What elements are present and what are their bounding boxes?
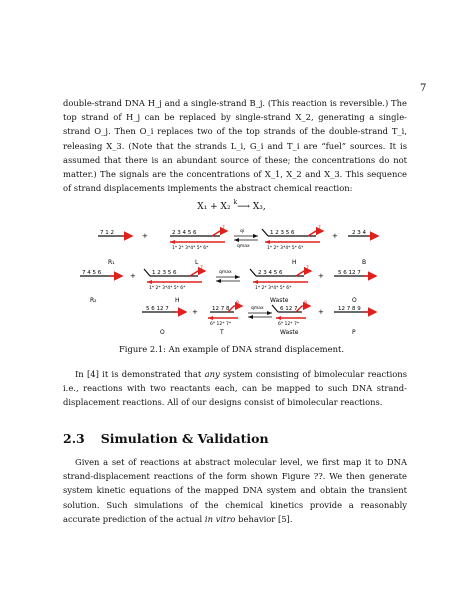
page-number: 7	[420, 83, 427, 94]
paragraph-2-text-a: In [4] it is demonstrated that	[75, 369, 205, 379]
row-2	[80, 265, 376, 304]
l-bottom-label: 1* 2* 3*4* 5* 6*	[172, 246, 209, 251]
w3-seven: 8	[304, 301, 307, 306]
b-top-label: 2 3 4	[352, 230, 366, 236]
t-top2: 9	[236, 301, 239, 306]
w3-top-label: 6 12 7	[280, 306, 298, 312]
equation-arrow: $^k$⟶	[233, 199, 253, 212]
label-waste-2: Waste	[280, 329, 299, 336]
o-top-label: 5 6 12 7	[338, 270, 361, 276]
plus-1: +	[142, 232, 148, 240]
label-o-2: O	[160, 329, 165, 336]
paragraph-3-text-a: Given a set of reactions at abstract molecular level, we first map it to DNA strand-displacement reactions of the form shown Figure ??. We then generate system kinetic equations of the mapped DNA system and obtain the transient solution. Such simulations of the chemical kinetics provide a reasonably accurate prediction of the actual	[63, 457, 407, 524]
row-3	[142, 300, 376, 336]
qmax-label-1: qmax	[237, 244, 250, 249]
l-top-hook	[212, 231, 227, 236]
label-h: H	[292, 259, 297, 266]
label-h2: H	[175, 297, 180, 304]
l-top-label: 2 3 4 5 6	[172, 230, 197, 236]
section-heading	[63, 431, 269, 446]
qmax-label-3: qmax	[251, 306, 264, 311]
plus-3: +	[130, 272, 136, 280]
section-title: Simulation & Validation	[100, 431, 269, 446]
h2-seven: 7	[200, 266, 203, 271]
equation-left: X₁ + X₂	[197, 202, 231, 212]
plus-2: +	[332, 232, 338, 240]
label-p: P	[352, 329, 356, 336]
reaction-equation	[0, 199, 463, 212]
w3-bottom-label: 6* 12* 7*	[278, 322, 300, 327]
l-bottom-arrow	[170, 240, 175, 244]
paragraph-2-emphasis: any	[204, 369, 220, 379]
w2-top-label: 2 3 4 5 6	[258, 270, 283, 276]
label-waste-1: Waste	[270, 297, 289, 304]
paragraph-2	[63, 367, 407, 410]
plus-4: +	[318, 272, 324, 280]
figure-caption: Figure 2.1: An example of DNA strand displacement.	[118, 344, 345, 354]
r1-strand-label: 7 1 2	[100, 230, 114, 236]
paragraph-3-emphasis: in vitro	[204, 513, 236, 524]
p-top-label: 12 7 8 9	[338, 306, 361, 312]
paragraph-3-text-b: behavior [5].	[235, 513, 293, 524]
row-1	[98, 225, 378, 266]
l-seven: 7	[222, 226, 225, 231]
qmax-label-2: qmax	[219, 270, 232, 275]
plus-6: +	[318, 308, 324, 316]
h-bottom-label: 1* 2* 3*4* 5* 6*	[267, 246, 304, 251]
h-top-label: 1 2 3 5 6	[270, 230, 295, 236]
w2-seven: 7	[306, 266, 309, 271]
paragraph-2-text-b: system consisting of bimolecular reactions i.e., reactions with two reactants each, can be mapped to such DNA strand-displacement reactions. All of our designs consist of bimolecular reactions.	[63, 369, 407, 408]
h-seven: 7	[318, 226, 321, 231]
t-bottom-label: 6* 12* 7*	[210, 322, 232, 327]
label-r2: R₂	[90, 297, 97, 304]
section-number: 2.3	[63, 431, 85, 446]
qi-label: qi	[240, 229, 245, 234]
strand-displacement-figure	[80, 220, 400, 338]
label-b: B	[362, 259, 367, 266]
equation-rate: k	[233, 199, 238, 206]
label-t: T	[220, 329, 224, 336]
h2-top-label: 1 2 3 5 6	[152, 270, 177, 276]
label-o-1: O	[352, 297, 357, 304]
paragraph-1: double-strand DNA H_j and a single-strand B_j. (This reaction is reversible.) The top strand of H_j can be replaced by single-strand X_2, generating a single-strand O_j. Then O_i replaces two of the top strands of the double-strand T_i, releasing X_3. (Note that the strands L_i, G_i and T_i are “fuel” sources. It is assumed that there is an abundant source of these; the concentrations do not matter.) The signals are the concentrations of X_1, X_2 and X_3. This sequence of strand displacements implements the abstract chemical reaction:	[63, 98, 407, 194]
equation-right: X₃,	[252, 202, 266, 212]
plus-5: +	[192, 308, 198, 316]
r3-strand-label: 5 6 12 7	[146, 306, 169, 312]
paragraph-3	[63, 455, 407, 526]
label-l: L	[195, 259, 199, 266]
r2-strand-label: 7 4 5 6	[82, 270, 102, 276]
h-top-hook	[308, 231, 323, 236]
w2-bottom-label: 1* 2* 3*4* 5* 6*	[255, 286, 292, 291]
h2-bottom-label: 1* 2* 3*4* 5* 6*	[149, 286, 186, 291]
t-top-label: 12 7 8	[212, 306, 230, 312]
label-r1: R₁	[108, 259, 115, 266]
